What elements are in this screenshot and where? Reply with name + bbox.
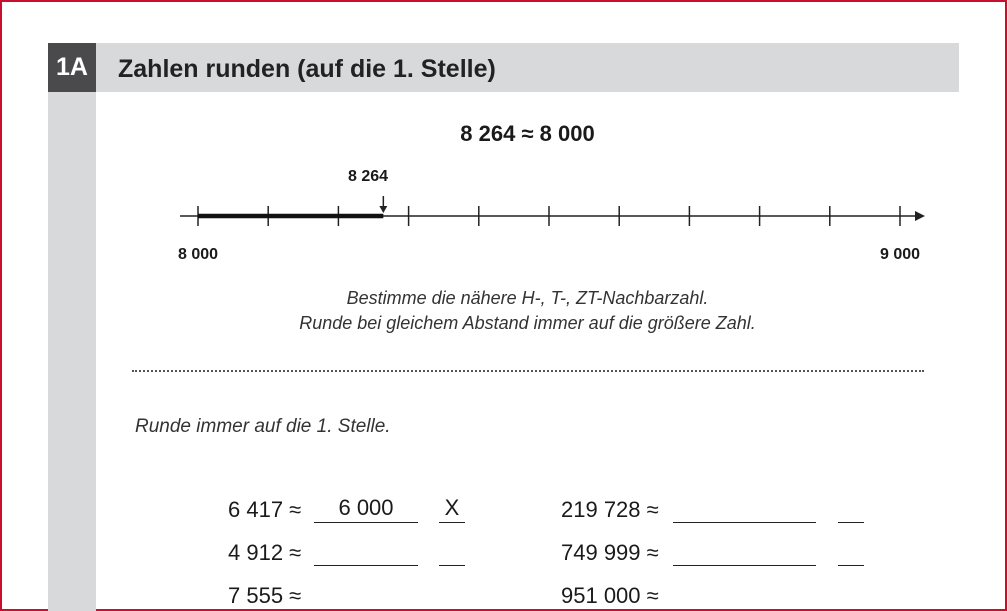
check-field[interactable] xyxy=(439,539,465,566)
exercise-question: 749 999 ≈ xyxy=(561,540,659,565)
answer-field[interactable] xyxy=(673,496,816,523)
answer-field[interactable]: 6 000 xyxy=(314,496,418,523)
check-field[interactable] xyxy=(838,496,864,523)
start-label: 8 000 xyxy=(178,246,219,263)
instruction-line-1: Bestimme die nähere H-, T-, ZT-Nachbarzahl. xyxy=(346,288,709,308)
instruction-line-2: Runde bei gleichem Abstand immer auf die größere Zahl. xyxy=(299,313,756,333)
side-strip xyxy=(48,92,96,611)
divider xyxy=(132,370,924,372)
example-formula: 8 264 ≈ 8 000 xyxy=(460,121,595,146)
check-field[interactable]: X xyxy=(439,496,465,523)
exercise-question: 951 000 ≈ xyxy=(561,583,659,608)
marker-label: 8 264 xyxy=(348,168,389,185)
section-badge: 1A xyxy=(48,43,96,92)
marker-arrow xyxy=(379,206,387,213)
answer-field[interactable] xyxy=(314,539,418,566)
exercise-question: 6 417 ≈ xyxy=(228,497,302,522)
exercise-question: 219 728 ≈ xyxy=(561,497,659,522)
number-line xyxy=(170,160,940,240)
number-line-arrow xyxy=(915,211,925,221)
page-title: Zahlen runden (auf die 1. Stelle) xyxy=(118,55,496,83)
answer-field[interactable] xyxy=(673,539,816,566)
exercise-heading: Runde immer auf die 1. Stelle. xyxy=(135,416,391,437)
end-label: 9 000 xyxy=(880,246,921,263)
exercise-question: 4 912 ≈ xyxy=(228,540,302,565)
exercise-question: 7 555 ≈ xyxy=(228,583,302,608)
check-field[interactable] xyxy=(838,539,864,566)
